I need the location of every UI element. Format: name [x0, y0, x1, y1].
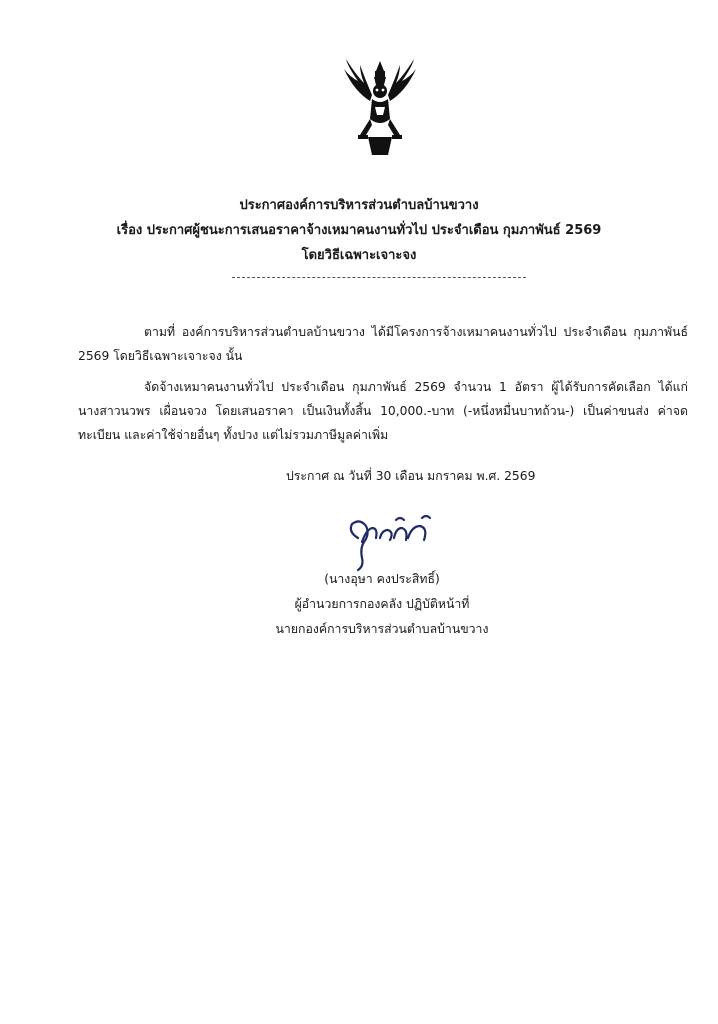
garuda-emblem-icon [330, 55, 430, 163]
announcement-method: โดยวิธีเฉพาะเจาะจง [301, 248, 417, 263]
body-paragraph-2 [78, 375, 688, 447]
announcement-subject: เรื่อง ประกาศผู้ชนะการเสนอราคาจ้างเหมาคนงานทั่วไป ประจำเดือน กุมภาพันธ์ 2569 [116, 223, 602, 238]
signatory-position: ผู้อำนวยการกองคลัง ปฏิบัติหน้าที่ [294, 597, 470, 611]
announcement-organization-title: ประกาศองค์การบริหารส่วนตำบลบ้านขวาง [239, 198, 479, 213]
divider-line [232, 277, 526, 278]
paragraph-1-text: ตามที่ องค์การบริหารส่วนตำบลบ้านขวาง ได้มีโครงการจ้างเหมาคนงานทั่วไป ประจำเดือน กุมภาพันธ์ 2569 โดยวิธีเฉพาะเจาะจง นั้น [78, 325, 688, 363]
paragraph-2-text: จัดจ้างเหมาคนงานทั่วไป ประจำเดือน กุมภาพันธ์ 2569 จำนวน 1 อัตรา ผู้ได้รับการคัดเลือก ได้แก่ นางสาวนวพร เผื่อนจวง โดยเสนอราคา เป็นเงินทั้งสิ้น 10,000.-บาท (-หนึ่งหมื่นบาทถ้วน-) เป็นค่าขนส่ง ค่าจดทะเบียน และค่าใช้จ่ายอื่นๆ ทั้งปวง แต่ไม่รวมภาษีมูลค่าเพิ่ม [78, 380, 688, 442]
announcement-date: ประกาศ ณ วันที่ 30 เดือน มกราคม พ.ศ. 2569 [286, 469, 536, 483]
signatory-name: (นางอุษา คงประสิทธิ์) [324, 572, 440, 586]
signatory-title: นายกองค์การบริหารส่วนตำบลบ้านขวาง [275, 622, 489, 636]
handwritten-signature [336, 508, 446, 572]
body-paragraph-1 [78, 320, 688, 368]
